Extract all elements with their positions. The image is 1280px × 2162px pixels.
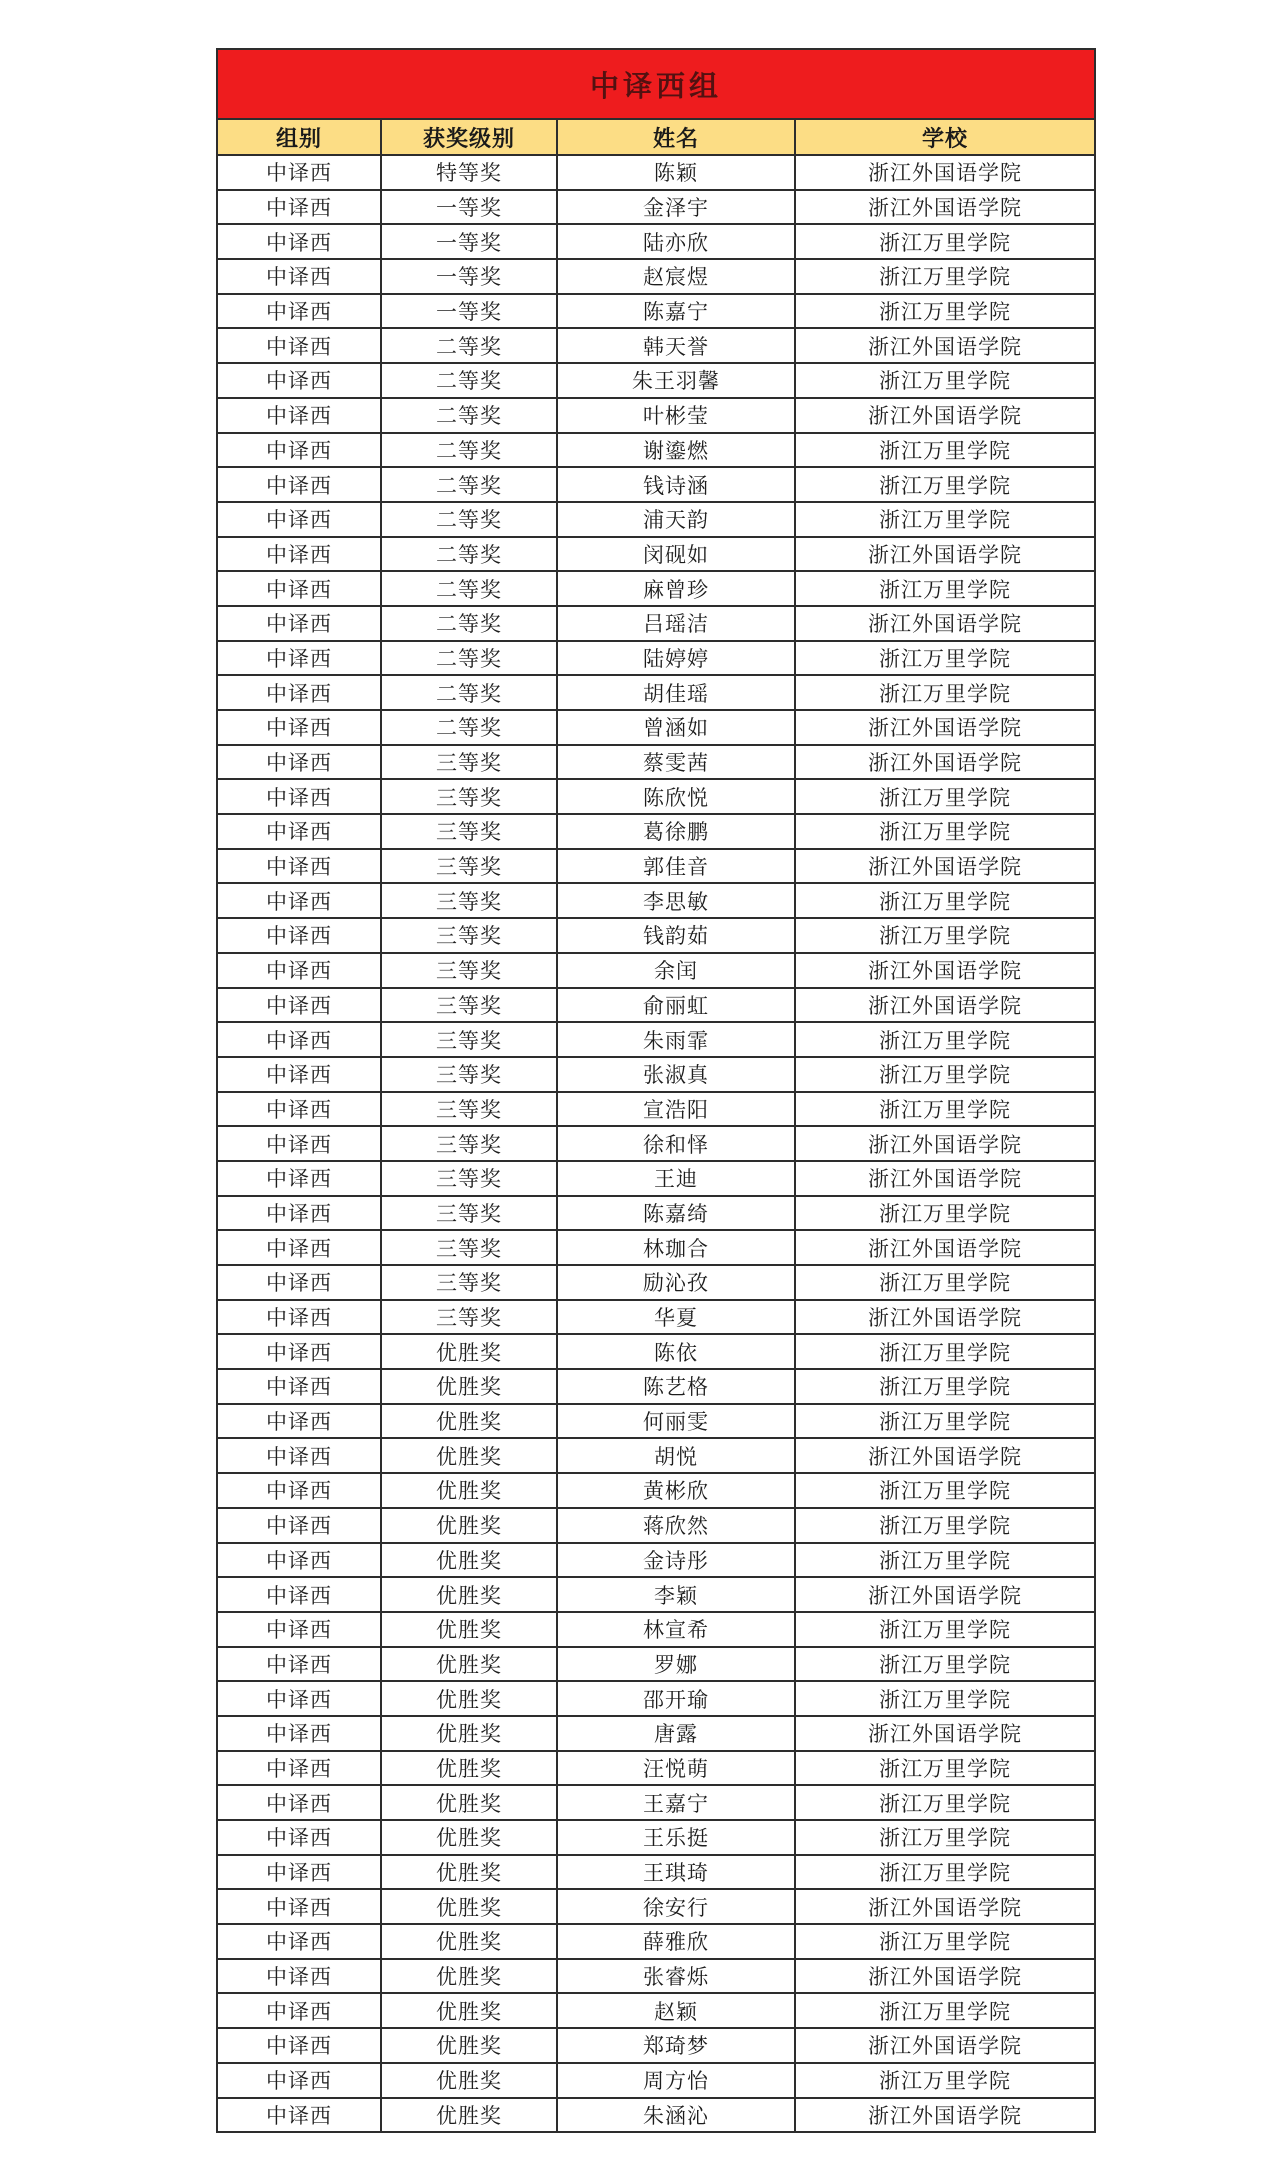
cell-school: 浙江万里学院 — [795, 1265, 1095, 1300]
cell-name: 蒋欣然 — [557, 1508, 795, 1543]
cell-group: 中译西 — [217, 641, 381, 676]
cell-award-level: 优胜奖 — [381, 1959, 557, 1994]
cell-group: 中译西 — [217, 1820, 381, 1855]
cell-group: 中译西 — [217, 1647, 381, 1682]
cell-award-level: 三等奖 — [381, 918, 557, 953]
cell-group: 中译西 — [217, 710, 381, 745]
cell-name: 薛雅欣 — [557, 1924, 795, 1959]
cell-school: 浙江万里学院 — [795, 641, 1095, 676]
cell-group: 中译西 — [217, 1924, 381, 1959]
table-row — [217, 433, 1095, 468]
cell-school: 浙江万里学院 — [795, 2063, 1095, 2098]
cell-name: 邵开瑜 — [557, 1681, 795, 1716]
cell-school: 浙江万里学院 — [795, 224, 1095, 259]
cell-group: 中译西 — [217, 571, 381, 606]
table-row — [217, 745, 1095, 780]
cell-name: 罗娜 — [557, 1647, 795, 1682]
cell-group: 中译西 — [217, 1404, 381, 1439]
cell-group: 中译西 — [217, 537, 381, 572]
table-row — [217, 1404, 1095, 1439]
table-row — [217, 155, 1095, 190]
cell-name: 陈颖 — [557, 155, 795, 190]
cell-school: 浙江万里学院 — [795, 1647, 1095, 1682]
cell-school: 浙江万里学院 — [795, 814, 1095, 849]
cell-name: 王迪 — [557, 1161, 795, 1196]
cell-award-level: 二等奖 — [381, 606, 557, 641]
cell-award-level: 优胜奖 — [381, 1404, 557, 1439]
cell-name: 韩天誉 — [557, 328, 795, 363]
cell-group: 中译西 — [217, 1022, 381, 1057]
cell-name: 陈嘉绮 — [557, 1196, 795, 1231]
cell-group: 中译西 — [217, 1438, 381, 1473]
cell-award-level: 二等奖 — [381, 363, 557, 398]
cell-award-level: 优胜奖 — [381, 1508, 557, 1543]
cell-school: 浙江外国语学院 — [795, 988, 1095, 1023]
table-row — [217, 1126, 1095, 1161]
table-row — [217, 502, 1095, 537]
cell-name: 陆婷婷 — [557, 641, 795, 676]
cell-award-level: 优胜奖 — [381, 2028, 557, 2063]
cell-name: 曾涵如 — [557, 710, 795, 745]
cell-school: 浙江万里学院 — [795, 1924, 1095, 1959]
cell-award-level: 优胜奖 — [381, 1647, 557, 1682]
cell-name: 周方怡 — [557, 2063, 795, 2098]
cell-name: 励沁孜 — [557, 1265, 795, 1300]
cell-name: 徐和怿 — [557, 1126, 795, 1161]
cell-school: 浙江外国语学院 — [795, 1889, 1095, 1924]
cell-group: 中译西 — [217, 259, 381, 294]
cell-school: 浙江万里学院 — [795, 1543, 1095, 1578]
cell-award-level: 三等奖 — [381, 988, 557, 1023]
cell-group: 中译西 — [217, 1196, 381, 1231]
table-row — [217, 710, 1095, 745]
table-row — [217, 294, 1095, 329]
table-row — [217, 2063, 1095, 2098]
cell-name: 麻曾珍 — [557, 571, 795, 606]
table-row — [217, 814, 1095, 849]
cell-award-level: 三等奖 — [381, 1300, 557, 1335]
cell-school: 浙江万里学院 — [795, 1057, 1095, 1092]
cell-award-level: 一等奖 — [381, 190, 557, 225]
cell-name: 徐安行 — [557, 1889, 795, 1924]
table-row — [217, 1577, 1095, 1612]
table-row — [217, 849, 1095, 884]
cell-award-level: 二等奖 — [381, 433, 557, 468]
cell-name: 钱诗涵 — [557, 467, 795, 502]
cell-name: 吕瑶洁 — [557, 606, 795, 641]
cell-group: 中译西 — [217, 190, 381, 225]
cell-award-level: 二等奖 — [381, 571, 557, 606]
cell-name: 宣浩阳 — [557, 1092, 795, 1127]
cell-name: 陈嘉宁 — [557, 294, 795, 329]
cell-group: 中译西 — [217, 1716, 381, 1751]
table-row — [217, 363, 1095, 398]
table-row — [217, 953, 1095, 988]
cell-school: 浙江外国语学院 — [795, 1438, 1095, 1473]
table-row — [217, 1300, 1095, 1335]
cell-school: 浙江万里学院 — [795, 918, 1095, 953]
cell-group: 中译西 — [217, 467, 381, 502]
cell-school: 浙江外国语学院 — [795, 1126, 1095, 1161]
table-row — [217, 1022, 1095, 1057]
cell-name: 林珈合 — [557, 1230, 795, 1265]
cell-school: 浙江万里学院 — [795, 363, 1095, 398]
cell-award-level: 优胜奖 — [381, 1820, 557, 1855]
table-row — [217, 2098, 1095, 2133]
cell-school: 浙江万里学院 — [795, 1334, 1095, 1369]
column-header-group: 组别 — [217, 119, 381, 155]
cell-group: 中译西 — [217, 1334, 381, 1369]
cell-group: 中译西 — [217, 849, 381, 884]
cell-group: 中译西 — [217, 953, 381, 988]
cell-school: 浙江万里学院 — [795, 1993, 1095, 2028]
table-row — [217, 1612, 1095, 1647]
table-row — [217, 1508, 1095, 1543]
cell-group: 中译西 — [217, 2028, 381, 2063]
cell-award-level: 二等奖 — [381, 502, 557, 537]
cell-award-level: 优胜奖 — [381, 2063, 557, 2098]
cell-award-level: 二等奖 — [381, 537, 557, 572]
table-row — [217, 1681, 1095, 1716]
cell-award-level: 三等奖 — [381, 1126, 557, 1161]
cell-name: 唐露 — [557, 1716, 795, 1751]
table-row — [217, 606, 1095, 641]
cell-group: 中译西 — [217, 1300, 381, 1335]
cell-award-level: 优胜奖 — [381, 1681, 557, 1716]
cell-award-level: 一等奖 — [381, 224, 557, 259]
table-row — [217, 1855, 1095, 1890]
cell-school: 浙江万里学院 — [795, 1196, 1095, 1231]
table-row — [217, 918, 1095, 953]
cell-name: 朱雨霏 — [557, 1022, 795, 1057]
cell-group: 中译西 — [217, 2098, 381, 2133]
cell-school: 浙江外国语学院 — [795, 1959, 1095, 1994]
table-row — [217, 1543, 1095, 1578]
cell-award-level: 特等奖 — [381, 155, 557, 190]
cell-group: 中译西 — [217, 155, 381, 190]
cell-group: 中译西 — [217, 398, 381, 433]
cell-name: 金诗彤 — [557, 1543, 795, 1578]
cell-group: 中译西 — [217, 1889, 381, 1924]
cell-name: 王琪琦 — [557, 1855, 795, 1890]
cell-group: 中译西 — [217, 1855, 381, 1890]
cell-award-level: 三等奖 — [381, 1161, 557, 1196]
cell-name: 陈依 — [557, 1334, 795, 1369]
cell-name: 张淑真 — [557, 1057, 795, 1092]
cell-group: 中译西 — [217, 2063, 381, 2098]
cell-name: 陈艺格 — [557, 1369, 795, 1404]
cell-award-level: 优胜奖 — [381, 1855, 557, 1890]
cell-group: 中译西 — [217, 1508, 381, 1543]
cell-award-level: 优胜奖 — [381, 1889, 557, 1924]
cell-name: 赵颖 — [557, 1993, 795, 2028]
cell-school: 浙江外国语学院 — [795, 1716, 1095, 1751]
cell-group: 中译西 — [217, 988, 381, 1023]
table-title: 中译西组 — [217, 49, 1095, 119]
cell-name: 赵宸煜 — [557, 259, 795, 294]
cell-school: 浙江外国语学院 — [795, 849, 1095, 884]
cell-award-level: 优胜奖 — [381, 1543, 557, 1578]
cell-school: 浙江外国语学院 — [795, 1230, 1095, 1265]
table-row — [217, 1438, 1095, 1473]
table-row — [217, 1716, 1095, 1751]
cell-award-level: 优胜奖 — [381, 1716, 557, 1751]
table-row — [217, 2028, 1095, 2063]
table-row — [217, 1473, 1095, 1508]
cell-group: 中译西 — [217, 328, 381, 363]
cell-name: 郭佳音 — [557, 849, 795, 884]
cell-award-level: 优胜奖 — [381, 1993, 557, 2028]
cell-school: 浙江万里学院 — [795, 259, 1095, 294]
table-row — [217, 259, 1095, 294]
cell-award-level: 优胜奖 — [381, 1438, 557, 1473]
cell-school: 浙江外国语学院 — [795, 1300, 1095, 1335]
cell-award-level: 三等奖 — [381, 1196, 557, 1231]
column-header-school: 学校 — [795, 119, 1095, 155]
cell-name: 朱王羽馨 — [557, 363, 795, 398]
cell-name: 蔡雯茜 — [557, 745, 795, 780]
table-row — [217, 1959, 1095, 1994]
cell-award-level: 三等奖 — [381, 1230, 557, 1265]
cell-name: 王嘉宁 — [557, 1785, 795, 1820]
cell-award-level: 二等奖 — [381, 710, 557, 745]
table-row — [217, 1092, 1095, 1127]
cell-name: 何丽雯 — [557, 1404, 795, 1439]
table-row — [217, 1785, 1095, 1820]
table-row — [217, 1369, 1095, 1404]
cell-group: 中译西 — [217, 1993, 381, 2028]
cell-name: 朱涵沁 — [557, 2098, 795, 2133]
column-header-row — [217, 119, 1095, 155]
cell-school: 浙江万里学院 — [795, 502, 1095, 537]
cell-name: 胡悦 — [557, 1438, 795, 1473]
cell-school: 浙江万里学院 — [795, 1681, 1095, 1716]
cell-group: 中译西 — [217, 502, 381, 537]
table-row — [217, 1196, 1095, 1231]
cell-group: 中译西 — [217, 1959, 381, 1994]
cell-award-level: 优胜奖 — [381, 1785, 557, 1820]
cell-name: 汪悦萌 — [557, 1751, 795, 1786]
cell-name: 李颖 — [557, 1577, 795, 1612]
cell-award-level: 优胜奖 — [381, 2098, 557, 2133]
cell-name: 叶彬莹 — [557, 398, 795, 433]
cell-school: 浙江万里学院 — [795, 1855, 1095, 1890]
cell-group: 中译西 — [217, 1126, 381, 1161]
cell-group: 中译西 — [217, 745, 381, 780]
cell-award-level: 一等奖 — [381, 294, 557, 329]
table-row — [217, 675, 1095, 710]
cell-award-level: 三等奖 — [381, 745, 557, 780]
cell-school: 浙江万里学院 — [795, 1092, 1095, 1127]
title-row — [217, 49, 1095, 119]
cell-group: 中译西 — [217, 675, 381, 710]
cell-name: 谢鎏燃 — [557, 433, 795, 468]
cell-award-level: 一等奖 — [381, 259, 557, 294]
cell-group: 中译西 — [217, 1681, 381, 1716]
cell-group: 中译西 — [217, 294, 381, 329]
table-row — [217, 1924, 1095, 1959]
column-header-name: 姓名 — [557, 119, 795, 155]
cell-award-level: 三等奖 — [381, 779, 557, 814]
cell-award-level: 二等奖 — [381, 467, 557, 502]
cell-group: 中译西 — [217, 1092, 381, 1127]
cell-school: 浙江万里学院 — [795, 1369, 1095, 1404]
cell-award-level: 三等奖 — [381, 1057, 557, 1092]
table-row — [217, 1057, 1095, 1092]
cell-school: 浙江外国语学院 — [795, 2098, 1095, 2133]
cell-name: 李思敏 — [557, 883, 795, 918]
cell-award-level: 二等奖 — [381, 398, 557, 433]
cell-name: 黄彬欣 — [557, 1473, 795, 1508]
cell-award-level: 二等奖 — [381, 328, 557, 363]
cell-group: 中译西 — [217, 1161, 381, 1196]
cell-school: 浙江外国语学院 — [795, 537, 1095, 572]
cell-award-level: 二等奖 — [381, 675, 557, 710]
cell-school: 浙江外国语学院 — [795, 1577, 1095, 1612]
table-row — [217, 571, 1095, 606]
cell-award-level: 优胜奖 — [381, 1369, 557, 1404]
cell-school: 浙江万里学院 — [795, 467, 1095, 502]
cell-school: 浙江外国语学院 — [795, 710, 1095, 745]
table-row — [217, 779, 1095, 814]
cell-school: 浙江万里学院 — [795, 1612, 1095, 1647]
cell-group: 中译西 — [217, 1230, 381, 1265]
cell-school: 浙江万里学院 — [795, 1022, 1095, 1057]
cell-name: 钱韵茹 — [557, 918, 795, 953]
cell-school: 浙江万里学院 — [795, 1785, 1095, 1820]
cell-name: 王乐挺 — [557, 1820, 795, 1855]
cell-group: 中译西 — [217, 1369, 381, 1404]
cell-group: 中译西 — [217, 1473, 381, 1508]
cell-name: 余闰 — [557, 953, 795, 988]
cell-award-level: 三等奖 — [381, 814, 557, 849]
cell-name: 胡佳瑶 — [557, 675, 795, 710]
cell-school: 浙江外国语学院 — [795, 155, 1095, 190]
cell-name: 张睿烁 — [557, 1959, 795, 1994]
cell-award-level: 三等奖 — [381, 953, 557, 988]
cell-school: 浙江万里学院 — [795, 571, 1095, 606]
cell-group: 中译西 — [217, 1057, 381, 1092]
table-row — [217, 467, 1095, 502]
cell-school: 浙江外国语学院 — [795, 745, 1095, 780]
cell-name: 陆亦欣 — [557, 224, 795, 259]
cell-school: 浙江万里学院 — [795, 1820, 1095, 1855]
cell-group: 中译西 — [217, 1265, 381, 1300]
cell-name: 闵砚如 — [557, 537, 795, 572]
table-row — [217, 328, 1095, 363]
cell-award-level: 三等奖 — [381, 1022, 557, 1057]
table-row — [217, 883, 1095, 918]
table-row — [217, 988, 1095, 1023]
table-row — [217, 1647, 1095, 1682]
cell-school: 浙江外国语学院 — [795, 2028, 1095, 2063]
table-row — [217, 641, 1095, 676]
cell-school: 浙江外国语学院 — [795, 1161, 1095, 1196]
table-row — [217, 398, 1095, 433]
results-table-container — [216, 48, 1096, 2133]
cell-award-level: 三等奖 — [381, 1265, 557, 1300]
table-row — [217, 1751, 1095, 1786]
cell-name: 陈欣悦 — [557, 779, 795, 814]
cell-award-level: 二等奖 — [381, 641, 557, 676]
table-row — [217, 1820, 1095, 1855]
cell-group: 中译西 — [217, 883, 381, 918]
table-row — [217, 1265, 1095, 1300]
cell-award-level: 三等奖 — [381, 849, 557, 884]
cell-name: 葛徐鹏 — [557, 814, 795, 849]
cell-group: 中译西 — [217, 1751, 381, 1786]
cell-school: 浙江外国语学院 — [795, 328, 1095, 363]
cell-group: 中译西 — [217, 433, 381, 468]
cell-school: 浙江万里学院 — [795, 1404, 1095, 1439]
cell-group: 中译西 — [217, 814, 381, 849]
cell-name: 俞丽虹 — [557, 988, 795, 1023]
cell-name: 金泽宇 — [557, 190, 795, 225]
cell-award-level: 优胜奖 — [381, 1924, 557, 1959]
cell-award-level: 优胜奖 — [381, 1612, 557, 1647]
cell-school: 浙江万里学院 — [795, 779, 1095, 814]
table-row — [217, 1993, 1095, 2028]
cell-school: 浙江万里学院 — [795, 883, 1095, 918]
column-header-award-level: 获奖级别 — [381, 119, 557, 155]
table-row — [217, 1230, 1095, 1265]
cell-school: 浙江外国语学院 — [795, 606, 1095, 641]
cell-name: 林宣希 — [557, 1612, 795, 1647]
table-row — [217, 190, 1095, 225]
cell-school: 浙江万里学院 — [795, 433, 1095, 468]
cell-school: 浙江万里学院 — [795, 675, 1095, 710]
cell-school: 浙江外国语学院 — [795, 190, 1095, 225]
table-row — [217, 1889, 1095, 1924]
cell-group: 中译西 — [217, 779, 381, 814]
award-results-table — [216, 48, 1096, 2133]
cell-school: 浙江万里学院 — [795, 1508, 1095, 1543]
cell-school: 浙江万里学院 — [795, 1751, 1095, 1786]
cell-group: 中译西 — [217, 1785, 381, 1820]
cell-award-level: 三等奖 — [381, 883, 557, 918]
cell-group: 中译西 — [217, 363, 381, 398]
cell-name: 浦天韵 — [557, 502, 795, 537]
cell-group: 中译西 — [217, 918, 381, 953]
cell-award-level: 优胜奖 — [381, 1751, 557, 1786]
cell-group: 中译西 — [217, 224, 381, 259]
table-row — [217, 537, 1095, 572]
table-row — [217, 1161, 1095, 1196]
cell-school: 浙江外国语学院 — [795, 953, 1095, 988]
cell-group: 中译西 — [217, 1612, 381, 1647]
cell-school: 浙江外国语学院 — [795, 398, 1095, 433]
cell-name: 华夏 — [557, 1300, 795, 1335]
table-row — [217, 1334, 1095, 1369]
cell-group: 中译西 — [217, 1543, 381, 1578]
table-row — [217, 224, 1095, 259]
table-body — [217, 155, 1095, 2132]
cell-school: 浙江万里学院 — [795, 294, 1095, 329]
cell-group: 中译西 — [217, 1577, 381, 1612]
cell-school: 浙江万里学院 — [795, 1473, 1095, 1508]
cell-award-level: 优胜奖 — [381, 1334, 557, 1369]
cell-award-level: 优胜奖 — [381, 1577, 557, 1612]
cell-group: 中译西 — [217, 606, 381, 641]
cell-award-level: 三等奖 — [381, 1092, 557, 1127]
cell-award-level: 优胜奖 — [381, 1473, 557, 1508]
cell-name: 郑琦梦 — [557, 2028, 795, 2063]
